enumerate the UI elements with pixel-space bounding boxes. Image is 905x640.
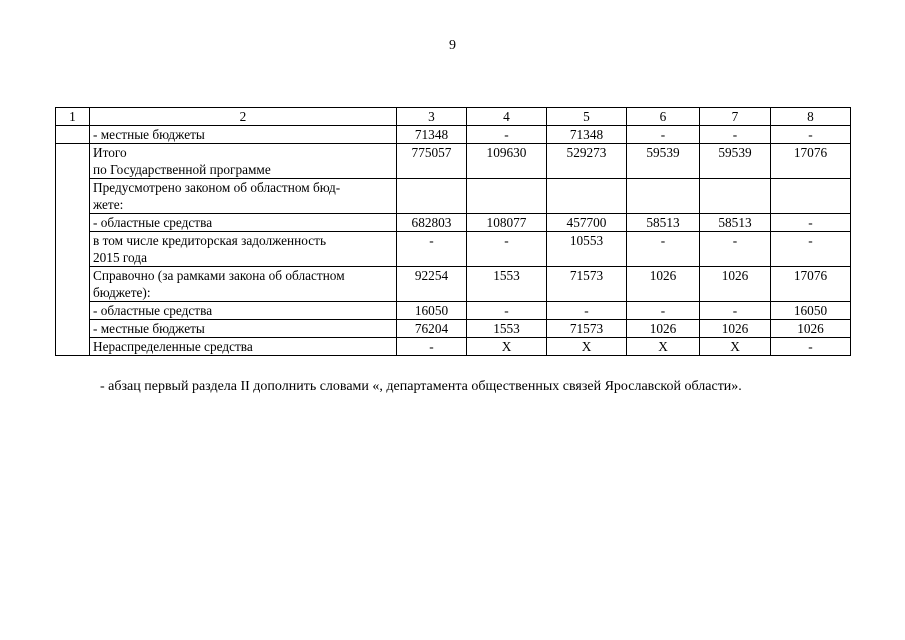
value-cell: - — [627, 126, 700, 144]
row-label — [90, 179, 397, 214]
table-body — [56, 108, 851, 356]
value-cell: 1026 — [700, 320, 771, 338]
table-row — [56, 144, 851, 179]
value-cell: - — [467, 232, 547, 267]
row-label-line: по Государственной программе — [93, 162, 271, 177]
table-row — [56, 179, 851, 214]
row-label — [90, 214, 397, 232]
value-cell: 1553 — [467, 320, 547, 338]
row-label-line: бюджете): — [93, 285, 151, 300]
row-label — [90, 338, 397, 356]
value-cell: 1553 — [467, 267, 547, 302]
value-cell: - — [627, 232, 700, 267]
value-cell: 58513 — [627, 214, 700, 232]
value-cell: - — [700, 232, 771, 267]
column-header: 1 — [56, 108, 90, 126]
value-cell: 71573 — [547, 267, 627, 302]
value-cell — [627, 179, 700, 214]
row-label-line: - местные бюджеты — [93, 321, 205, 336]
value-cell — [547, 179, 627, 214]
row-label — [90, 126, 397, 144]
value-cell: Х — [700, 338, 771, 356]
table-row — [56, 232, 851, 267]
value-cell: 17076 — [771, 144, 851, 179]
value-cell: - — [771, 338, 851, 356]
value-cell: - — [397, 232, 467, 267]
value-cell: 682803 — [397, 214, 467, 232]
value-cell: 92254 — [397, 267, 467, 302]
row-label — [90, 232, 397, 267]
row-label-line: Итого — [93, 145, 127, 160]
value-cell: 16050 — [397, 302, 467, 320]
value-cell — [771, 179, 851, 214]
value-cell: 76204 — [397, 320, 467, 338]
value-cell: 457700 — [547, 214, 627, 232]
column-header: 2 — [90, 108, 397, 126]
row-label-line: Предусмотрено законом об областном бюд- — [93, 180, 341, 195]
value-cell: 1026 — [771, 320, 851, 338]
column-header: 3 — [397, 108, 467, 126]
value-cell: 71348 — [397, 126, 467, 144]
table-row — [56, 267, 851, 302]
row-label — [90, 144, 397, 179]
value-cell: 59539 — [700, 144, 771, 179]
row-label-line: - областные средства — [93, 303, 213, 318]
row-number-cell — [56, 126, 90, 144]
column-header: 6 — [627, 108, 700, 126]
value-cell: 71348 — [547, 126, 627, 144]
value-cell: - — [467, 302, 547, 320]
value-cell: 775057 — [397, 144, 467, 179]
value-cell: - — [700, 126, 771, 144]
amendment-note: - абзац первый раздела II дополнить словами «, департамента общественных связей Ярославской области». — [100, 379, 742, 394]
column-header: 5 — [547, 108, 627, 126]
value-cell: 109630 — [467, 144, 547, 179]
value-cell: 108077 — [467, 214, 547, 232]
value-cell: 529273 — [547, 144, 627, 179]
value-cell: - — [700, 302, 771, 320]
row-label-line: в том числе кредиторская задолженность — [93, 233, 327, 248]
row-label-line: жете: — [93, 197, 124, 212]
table-row — [56, 126, 851, 144]
row-label — [90, 320, 397, 338]
value-cell: 16050 — [771, 302, 851, 320]
row-label — [90, 302, 397, 320]
column-header: 7 — [700, 108, 771, 126]
value-cell: - — [397, 338, 467, 356]
table-row — [56, 338, 851, 356]
value-cell: - — [627, 302, 700, 320]
value-cell: 10553 — [547, 232, 627, 267]
value-cell: Х — [627, 338, 700, 356]
value-cell: 1026 — [627, 267, 700, 302]
table-header-row — [56, 108, 851, 126]
value-cell: 59539 — [627, 144, 700, 179]
value-cell: 1026 — [700, 267, 771, 302]
row-label-line: Нераспределенные средства — [93, 339, 253, 354]
value-cell — [467, 179, 547, 214]
value-cell: - — [771, 232, 851, 267]
page-number: 9 — [449, 38, 456, 53]
table-row — [56, 302, 851, 320]
value-cell — [700, 179, 771, 214]
value-cell: - — [771, 214, 851, 232]
table-row — [56, 320, 851, 338]
value-cell: 1026 — [627, 320, 700, 338]
value-cell: Х — [467, 338, 547, 356]
value-cell — [397, 179, 467, 214]
value-cell: - — [467, 126, 547, 144]
table-row — [56, 214, 851, 232]
column-header: 4 — [467, 108, 547, 126]
row-label-line: 2015 года — [93, 250, 147, 265]
row-number-cell — [56, 144, 90, 356]
row-label-line: - областные средства — [93, 215, 213, 230]
value-cell: Х — [547, 338, 627, 356]
row-label-line: - местные бюджеты — [93, 127, 205, 142]
value-cell: 17076 — [771, 267, 851, 302]
row-label — [90, 267, 397, 302]
column-header: 8 — [771, 108, 851, 126]
value-cell: 71573 — [547, 320, 627, 338]
value-cell: - — [771, 126, 851, 144]
value-cell: - — [547, 302, 627, 320]
value-cell: 58513 — [700, 214, 771, 232]
budget-table — [55, 107, 851, 356]
row-label-line: Справочно (за рамками закона об областном — [93, 268, 345, 283]
